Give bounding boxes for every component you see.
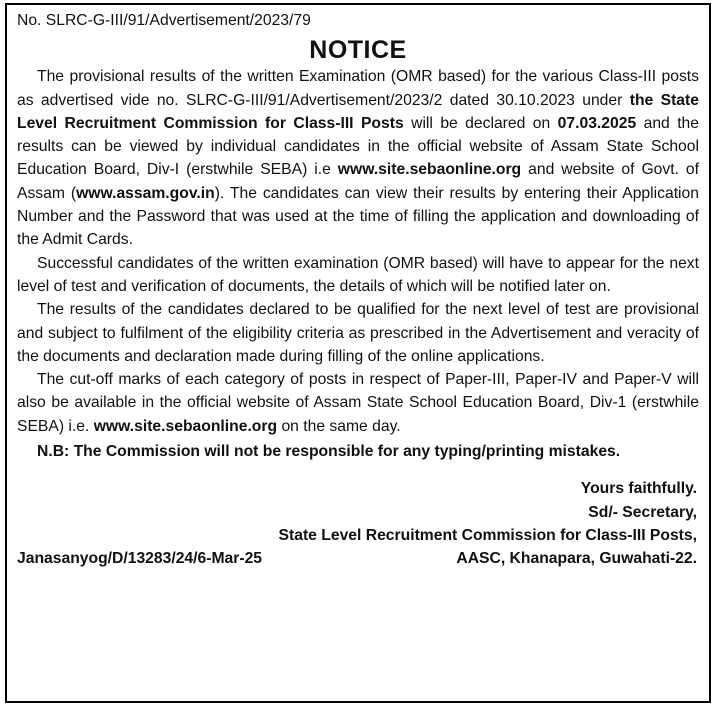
p1-text-4: and website of Govt. of Assam ( [17,161,699,202]
p4-text-2: on the same day. [277,417,401,435]
seba-website-link[interactable]: www.site.sebaonline.org [337,161,522,179]
paragraph-next-level: Successful candidates of the written examination (OMR based) will have to appear for the next level of test and verification of documents, the details of which will be notified later on. [17,254,699,295]
closing-line: Yours faithfully. [580,480,697,498]
commission-name: the State Level Recruitment Commission for Class-III Posts [17,91,699,132]
p1-text-3: and the results can be viewed by individual candidates in the official website of Assam State School Education Board, Div-I (erstwhile SEBA) i.e [17,114,699,179]
nb-disclaimer: N.B: The Commission will not be responsible for any typing/printing mistakes. [37,443,621,461]
signatory-line: Sd/- Secretary, [588,503,697,521]
p1-text-1: The provisional results of the written Examination (OMR based) for the various Class-III posts as advertised vide no. SLRC-G-III/91/Advertisement/2023/2 dated 30.10.2023 under [17,68,699,109]
assam-gov-website-link[interactable]: www.assam.gov.in [76,184,215,202]
notice-title: NOTICE [309,36,407,65]
declaration-date: 07.03.2025 [557,114,637,132]
paragraph-cutoff-marks [17,368,699,438]
office-address: AASC, Khanapara, Guwahati-22. [456,550,697,568]
paragraph-eligibility: The results of the candidates declared to be qualified for the next level of test are provisional and subject to fulfilment of the eligibility criteria as prescribed in the Advertisement and veracity of the documents and declaration made during filling of the online applications. [17,301,699,365]
p4-text-1: The cut-off marks of each category of posts in respect of Paper-III, Paper-IV and Paper-V will also be available in the official website of Assam State School Education Board, Div-1 (erstwhile SEBA) i.e. [17,371,699,435]
signature-block [17,477,699,547]
organization-line: State Level Recruitment Commission for Class-III Posts, [278,526,697,544]
p1-text-2: will be declared on [403,114,558,132]
notice-frame [5,3,711,703]
p1-text-5: ). The candidates can view their results by entering their Application Number and the Password that was used at the time of filling the application and downloading of the Admit Cards. [17,184,699,249]
seba-website-link-cutoff[interactable]: www.site.sebaonline.org [93,417,278,435]
issue-code: Janasanyog/D/13283/24/6-Mar-25 [17,550,263,568]
footer-row [17,547,699,570]
paragraph-results-declaration [17,65,699,251]
reference-number: No. SLRC-G-III/91/Advertisement/2023/79 [17,12,311,29]
